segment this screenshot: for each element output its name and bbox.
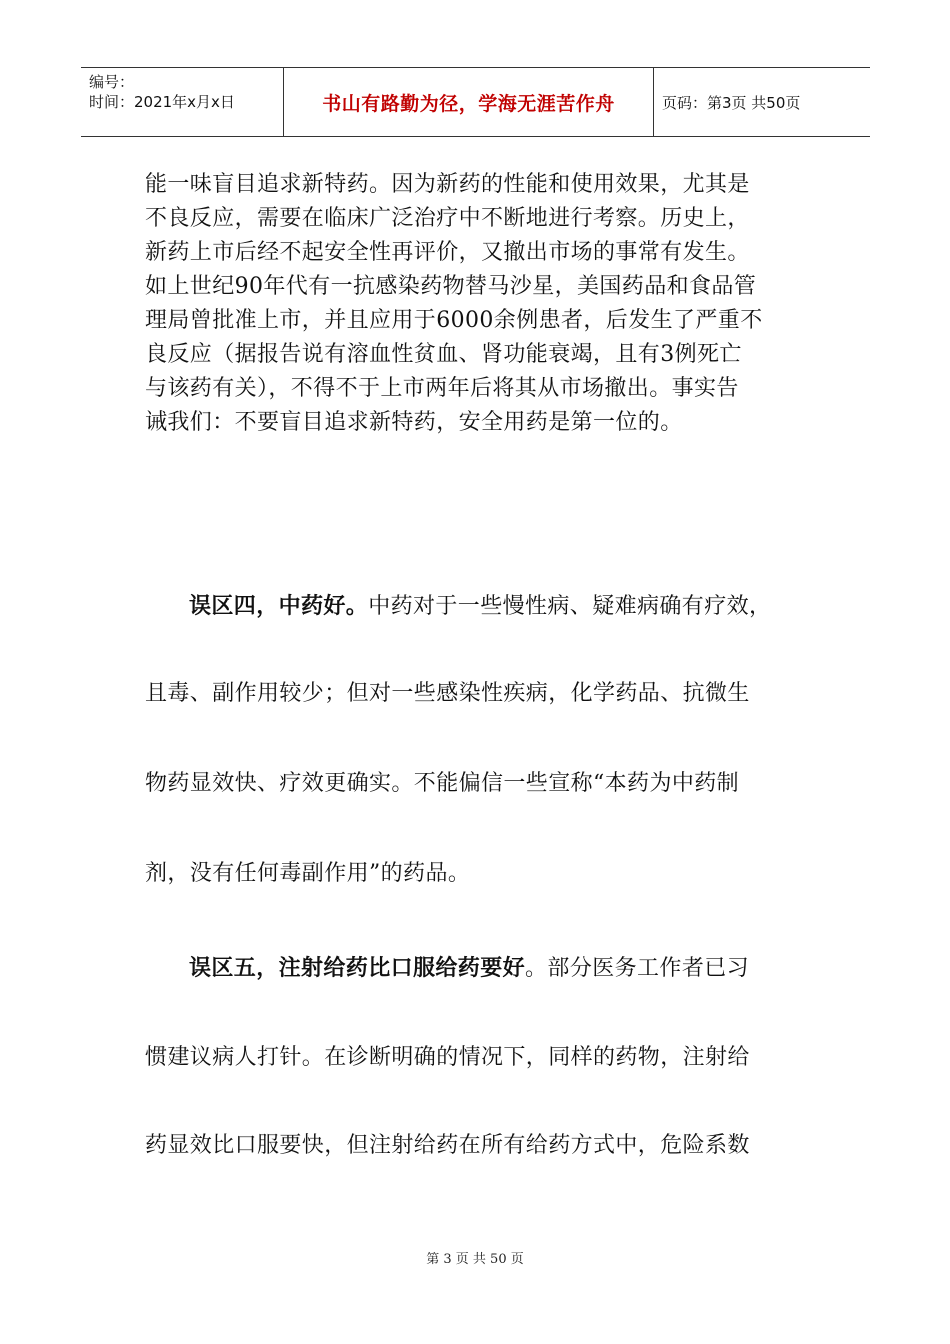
text-line: 诫我们：不要盲目追求新特药，安全用药是第一位的。 [145,410,683,435]
text-line: 与该药有关），不得不于上市两年后将其从市场撤出。事实告 [145,376,739,401]
motto-text: 书山有路勤为径，学海无涯苦作舟 [322,92,615,115]
paragraph-2-line [145,762,805,806]
paragraph-3-line [145,1124,805,1168]
text-line: 如上世纪90年代有一抗感染药物替马沙星，美国药品和食品管 [145,274,757,299]
text-line: 良反应（据报告说有溶血性贫血、肾功能衰竭，且有3例死亡 [145,342,742,367]
text-line: 惯建议病人打针。在诊断明确的情况下，同样的药物，注射给 [145,1045,750,1070]
header-page-cell [654,68,870,136]
page-footer: 第 3 页 共 50 页 [426,1252,524,1267]
text-line: 且毒、副作用较少；但对一些感染性疾病，化学药品、抗微生 [145,681,750,706]
text-line: 药显效比口服要快，但注射给药在所有给药方式中，危险系数 [145,1133,750,1158]
text-span: 中药对于一些慢性病、疑难病确有疗效， [368,594,772,619]
number-label: 编号： [89,73,135,91]
header-table [81,67,870,137]
paragraph-3-first-line [145,946,805,990]
text-line: 新药上市后经不起安全性再评价，又撤出市场的事常有发生。 [145,240,750,265]
text-line: 不良反应，需要在临床广泛治疗中不断地进行考察。历史上， [145,206,750,231]
paragraph-3-line [145,1036,805,1080]
text-span: 。部分医务工作者已习 [525,956,750,981]
header-meta-cell [81,68,284,136]
paragraph-2-line [145,672,805,716]
section-heading: 误区四，中药好。 [189,593,369,619]
page-info: 页码：第3页 共50页 [662,93,801,112]
paragraph-2-first-line [145,584,805,628]
text-line: 剂，没有任何毒副作用”的药品。 [145,861,471,886]
section-heading: 误区五，注射给药比口服给药要好 [189,955,526,981]
paragraph-2-line [145,852,805,896]
header-motto-cell [284,68,654,136]
text-line: 物药显效快、疗效更确实。不能偏信一些宣称“本药为中药制 [145,771,740,796]
paragraph-2 [145,584,805,628]
paragraph-1 [145,168,805,440]
text-line: 理局曾批准上市，并且应用于6000余例患者，后发生了严重不 [145,308,763,333]
paragraph-3 [145,946,805,990]
time-label: 时间：2021年x月x日 [89,93,235,111]
text-line: 能一味盲目追求新特药。因为新药的性能和使用效果，尤其是 [145,172,750,197]
